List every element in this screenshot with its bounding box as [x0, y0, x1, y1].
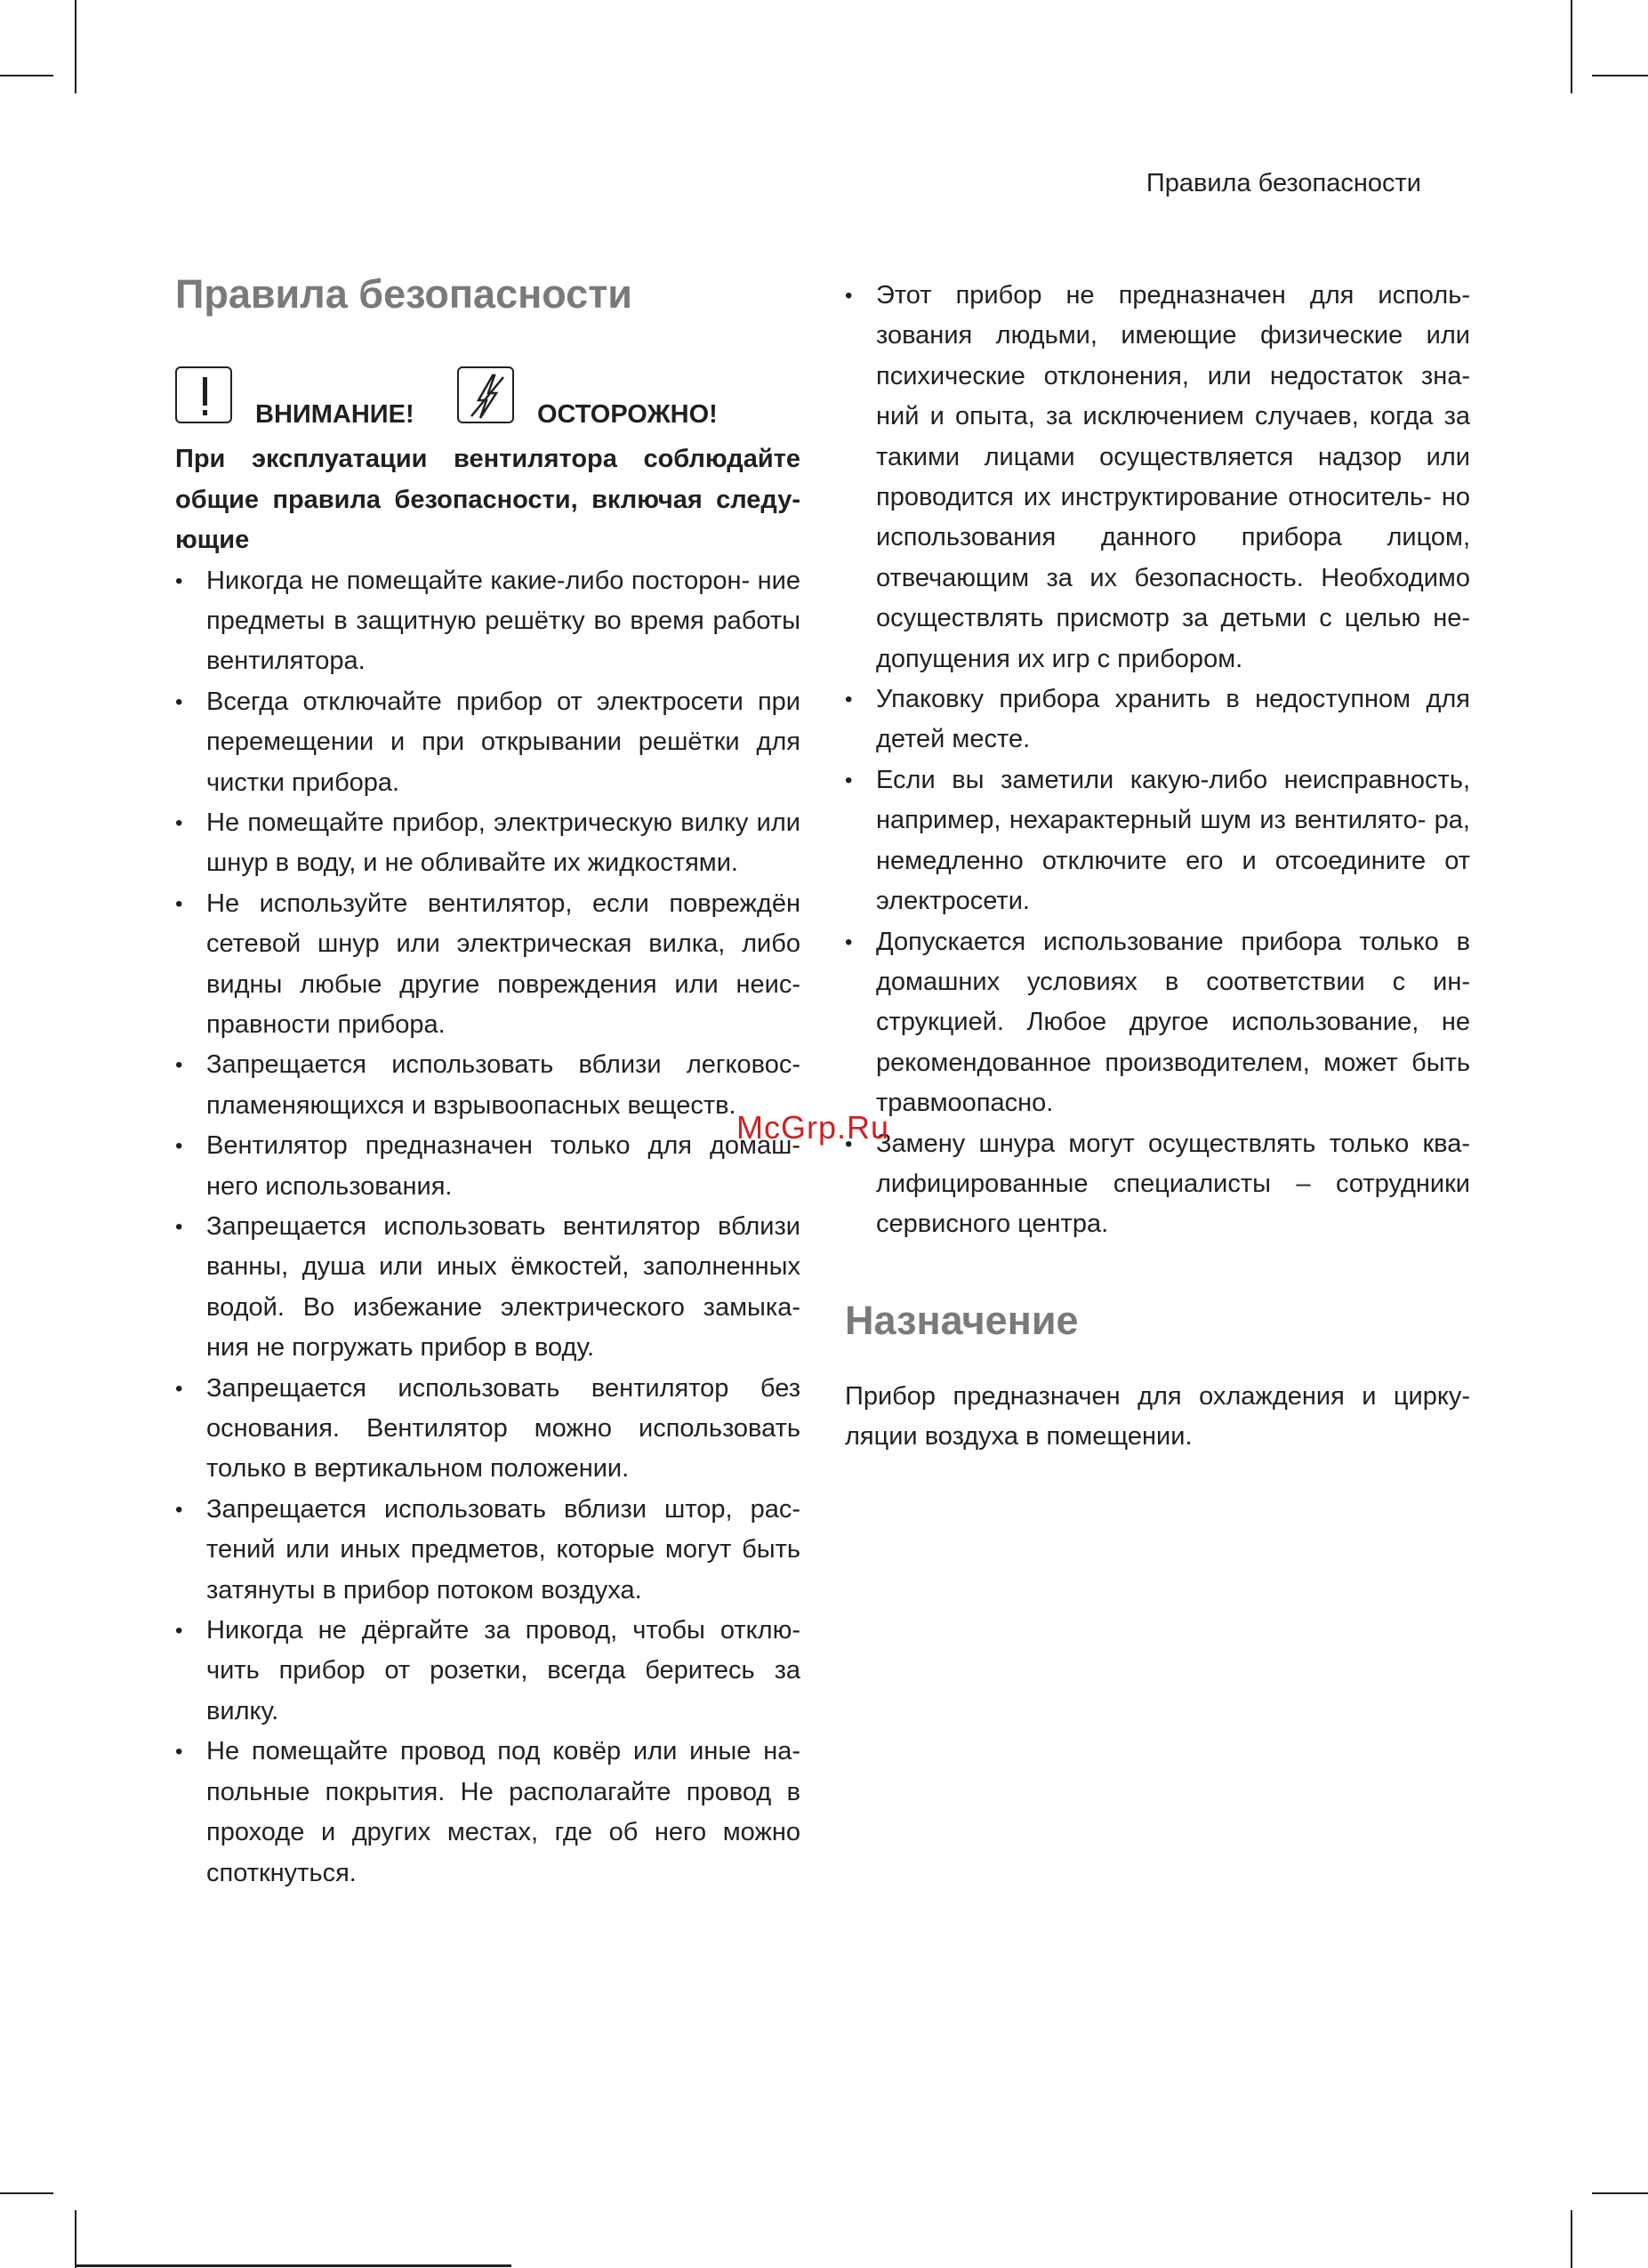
- intro-text: При эксплуатации вентилятора соблюдайте общие правила безопасности, включая следу- ющие: [175, 445, 800, 554]
- list-item: • Вентилятор предназначен только для домаш- него использования.: [175, 1126, 800, 1207]
- list-item: • Допускается использование прибора только в домашних условиях в соответствии с ин- струкцией. Любое другое использование, не рекомендованное производителем, может быть травмоопасно.: [845, 922, 1470, 1124]
- safety-list-left: [175, 561, 800, 1894]
- list-item: • Замену шнура могут осуществлять только ква- лифицированные специалисты – сотрудники сервисного центра.: [845, 1124, 1470, 1245]
- purpose-title: Назначение: [845, 1297, 1079, 1343]
- purpose-text: Прибор предназначен для охлаждения и цирку- ляции воздуха в помещении.: [845, 1381, 1470, 1452]
- list-item: • Если вы заметили какую-либо неисправность, например, нехарактерный шум из вентилято- ра, немедленно отключите его и отсоедините от электросети.: [845, 760, 1470, 922]
- list-item: • Никогда не дёргайте за провод, чтобы отклю- чить прибор от розетки, всегда беритесь за вилку.: [175, 1611, 800, 1732]
- attention-label: ВНИМАНИЕ!: [255, 400, 414, 429]
- crop-mark: [1592, 75, 1648, 76]
- list-item: • Не помещайте провод под ковёр или иные на- польные покрытия. Не располагайте провод в проходе и других местах, где об него можно споткнуться.: [175, 1732, 800, 1894]
- list-item: • Не помещайте прибор, электрическую вилку или шнур в воду, и не обливайте их жидкостями.: [175, 803, 800, 884]
- list-item: • Этот прибор не предназначен для исполь- зования людьми, имеющие физические или психические отклонения, или недостаток зна- ний и опыта, за исключением случаев, когда за такими лицами осуществляется надзор или проводится их инструктирование относитель- но использования данного прибора лицом, отвечающим за их безопасность. Необходимо осуществлять присмотр за детьми с целью не- допущения их игр с прибором.: [845, 276, 1470, 680]
- list-item: • Запрещается использовать вблизи штор, рас- тений или иных предметов, которые могут быть затянуты в прибор потоком воздуха.: [175, 1490, 800, 1611]
- bottom-rule: [76, 2264, 511, 2267]
- exclamation-icon: [175, 366, 232, 423]
- lightning-icon: [457, 366, 514, 423]
- section-title: Правила безопасности: [175, 271, 632, 317]
- caution-label: ОСТОРОЖНО!: [537, 400, 718, 429]
- list-item: • Запрещается использовать вблизи легковос- пламеняющихся и взрывоопасных веществ.: [175, 1045, 800, 1126]
- crop-mark: [1592, 2192, 1648, 2194]
- list-item: • Всегда отключайте прибор от электросети при перемещении и при открывании решётки для чистки прибора.: [175, 682, 800, 803]
- right-column: [845, 263, 1470, 1484]
- watermark: McGrp.Ru: [736, 1109, 890, 1146]
- list-item: • Запрещается использовать вентилятор вблизи ванны, душа или иных ёмкостей, заполненных водой. Во избежание электрического замыка- ния не погружать прибор в воду.: [175, 1207, 800, 1369]
- crop-mark: [0, 75, 53, 76]
- list-item: • Никогда не помещайте какие-либо посторон- ние предметы в защитную решётку во время работы вентилятора.: [175, 561, 800, 682]
- list-item: • Не используйте вентилятор, если повреждён сетевой шнур или электрическая вилка, либо видны любые другие повреждения или неис- правности прибора.: [175, 884, 800, 1046]
- crop-mark: [0, 2192, 53, 2194]
- crop-mark: [75, 0, 76, 93]
- warning-row: [175, 366, 800, 439]
- list-item: • Запрещается использовать вентилятор без основания. Вентилятор можно использовать только в вертикальном положении.: [175, 1369, 800, 1490]
- running-header: Правила безопасности: [1146, 169, 1421, 197]
- left-column: [175, 263, 800, 1894]
- crop-mark: [75, 2210, 76, 2268]
- crop-mark: [1571, 2210, 1572, 2268]
- crop-mark: [1571, 0, 1572, 93]
- safety-list-right: [845, 276, 1470, 1245]
- list-item: • Упаковку прибора хранить в недоступном для детей месте.: [845, 680, 1470, 760]
